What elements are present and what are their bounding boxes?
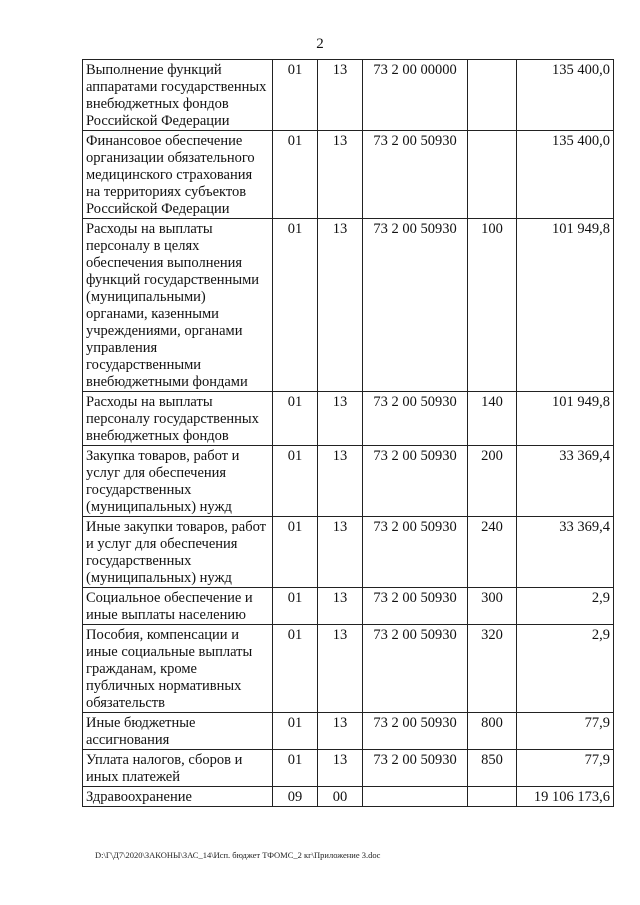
cell-section: 01 [273, 392, 318, 446]
cell-amount: 33 369,4 [517, 446, 614, 517]
table-row [83, 588, 614, 625]
cell-amount: 101 949,8 [517, 392, 614, 446]
cell-name: Расходы на выплаты персоналу государственных внебюджетных фондов [83, 392, 273, 446]
page-number: 2 [316, 36, 324, 52]
cell-subsection: 13 [318, 131, 363, 219]
cell-target-article: 73 2 00 50930 [363, 446, 468, 517]
cell-amount: 101 949,8 [517, 219, 614, 392]
cell-section: 09 [273, 787, 318, 807]
cell-section: 01 [273, 625, 318, 713]
cell-expense-type [468, 787, 517, 807]
cell-section: 01 [273, 131, 318, 219]
cell-name: Уплата налогов, сборов и иных платежей [83, 750, 273, 787]
cell-name: Социальное обеспечение и иные выплаты населению [83, 588, 273, 625]
cell-name: Финансовое обеспечение организации обязательного медицинского страхования на территориях субъектов Российской Федерации [83, 131, 273, 219]
cell-subsection: 13 [318, 517, 363, 588]
cell-amount: 77,9 [517, 713, 614, 750]
table-row [83, 60, 614, 131]
cell-name: Иные бюджетные ассигнования [83, 713, 273, 750]
cell-amount: 135 400,0 [517, 131, 614, 219]
cell-expense-type: 140 [468, 392, 517, 446]
table-row [83, 625, 614, 713]
cell-section: 01 [273, 750, 318, 787]
cell-expense-type: 100 [468, 219, 517, 392]
table-row [83, 750, 614, 787]
cell-name: Пособия, компенсации и иные социальные выплаты гражданам, кроме публичных нормативных обязательств [83, 625, 273, 713]
cell-subsection: 13 [318, 750, 363, 787]
table-row [83, 131, 614, 219]
cell-subsection: 13 [318, 60, 363, 131]
cell-subsection: 00 [318, 787, 363, 807]
table-row [83, 787, 614, 807]
cell-section: 01 [273, 517, 318, 588]
cell-expense-type: 320 [468, 625, 517, 713]
budget-table [82, 59, 614, 807]
table-row [83, 392, 614, 446]
cell-expense-type: 300 [468, 588, 517, 625]
cell-section: 01 [273, 219, 318, 392]
cell-target-article: 73 2 00 50930 [363, 713, 468, 750]
cell-subsection: 13 [318, 625, 363, 713]
cell-amount: 2,9 [517, 625, 614, 713]
cell-section: 01 [273, 713, 318, 750]
cell-subsection: 13 [318, 588, 363, 625]
cell-subsection: 13 [318, 392, 363, 446]
cell-subsection: 13 [318, 713, 363, 750]
cell-name: Здравоохранение [83, 787, 273, 807]
cell-name: Закупка товаров, работ и услуг для обеспечения государственных (муниципальных) нужд [83, 446, 273, 517]
table-row [83, 446, 614, 517]
cell-subsection: 13 [318, 219, 363, 392]
cell-subsection: 13 [318, 446, 363, 517]
cell-target-article: 73 2 00 50930 [363, 588, 468, 625]
cell-expense-type: 850 [468, 750, 517, 787]
cell-expense-type [468, 131, 517, 219]
cell-target-article: 73 2 00 50930 [363, 750, 468, 787]
cell-amount: 33 369,4 [517, 517, 614, 588]
cell-amount: 2,9 [517, 588, 614, 625]
cell-target-article: 73 2 00 50930 [363, 131, 468, 219]
cell-target-article [363, 787, 468, 807]
cell-target-article: 73 2 00 50930 [363, 219, 468, 392]
table-row [83, 219, 614, 392]
cell-expense-type: 200 [468, 446, 517, 517]
cell-target-article: 73 2 00 50930 [363, 517, 468, 588]
cell-expense-type: 240 [468, 517, 517, 588]
cell-amount: 77,9 [517, 750, 614, 787]
cell-expense-type: 800 [468, 713, 517, 750]
cell-section: 01 [273, 446, 318, 517]
cell-expense-type [468, 60, 517, 131]
cell-name: Выполнение функций аппаратами государственных внебюджетных фондов Российской Федерации [83, 60, 273, 131]
cell-amount: 135 400,0 [517, 60, 614, 131]
cell-section: 01 [273, 60, 318, 131]
cell-target-article: 73 2 00 50930 [363, 625, 468, 713]
cell-amount: 19 106 173,6 [517, 787, 614, 807]
cell-section: 01 [273, 588, 318, 625]
cell-name: Иные закупки товаров, работ и услуг для обеспечения государственных (муниципальных) нужд [83, 517, 273, 588]
cell-target-article: 73 2 00 00000 [363, 60, 468, 131]
cell-target-article: 73 2 00 50930 [363, 392, 468, 446]
cell-name: Расходы на выплаты персоналу в целях обеспечения выполнения функций государственными (муниципальными) органами, казенными учреждениями, органами управления государственными внебюджетными фондами [83, 219, 273, 392]
table-row [83, 517, 614, 588]
table-row [83, 713, 614, 750]
file-path-footer: D:\Г\Д7\2020\ЗАКОНЫ\ЗАС_14\Исп. бюджет ТФОМС_2 кг\Приложение 3.doc [95, 850, 381, 860]
